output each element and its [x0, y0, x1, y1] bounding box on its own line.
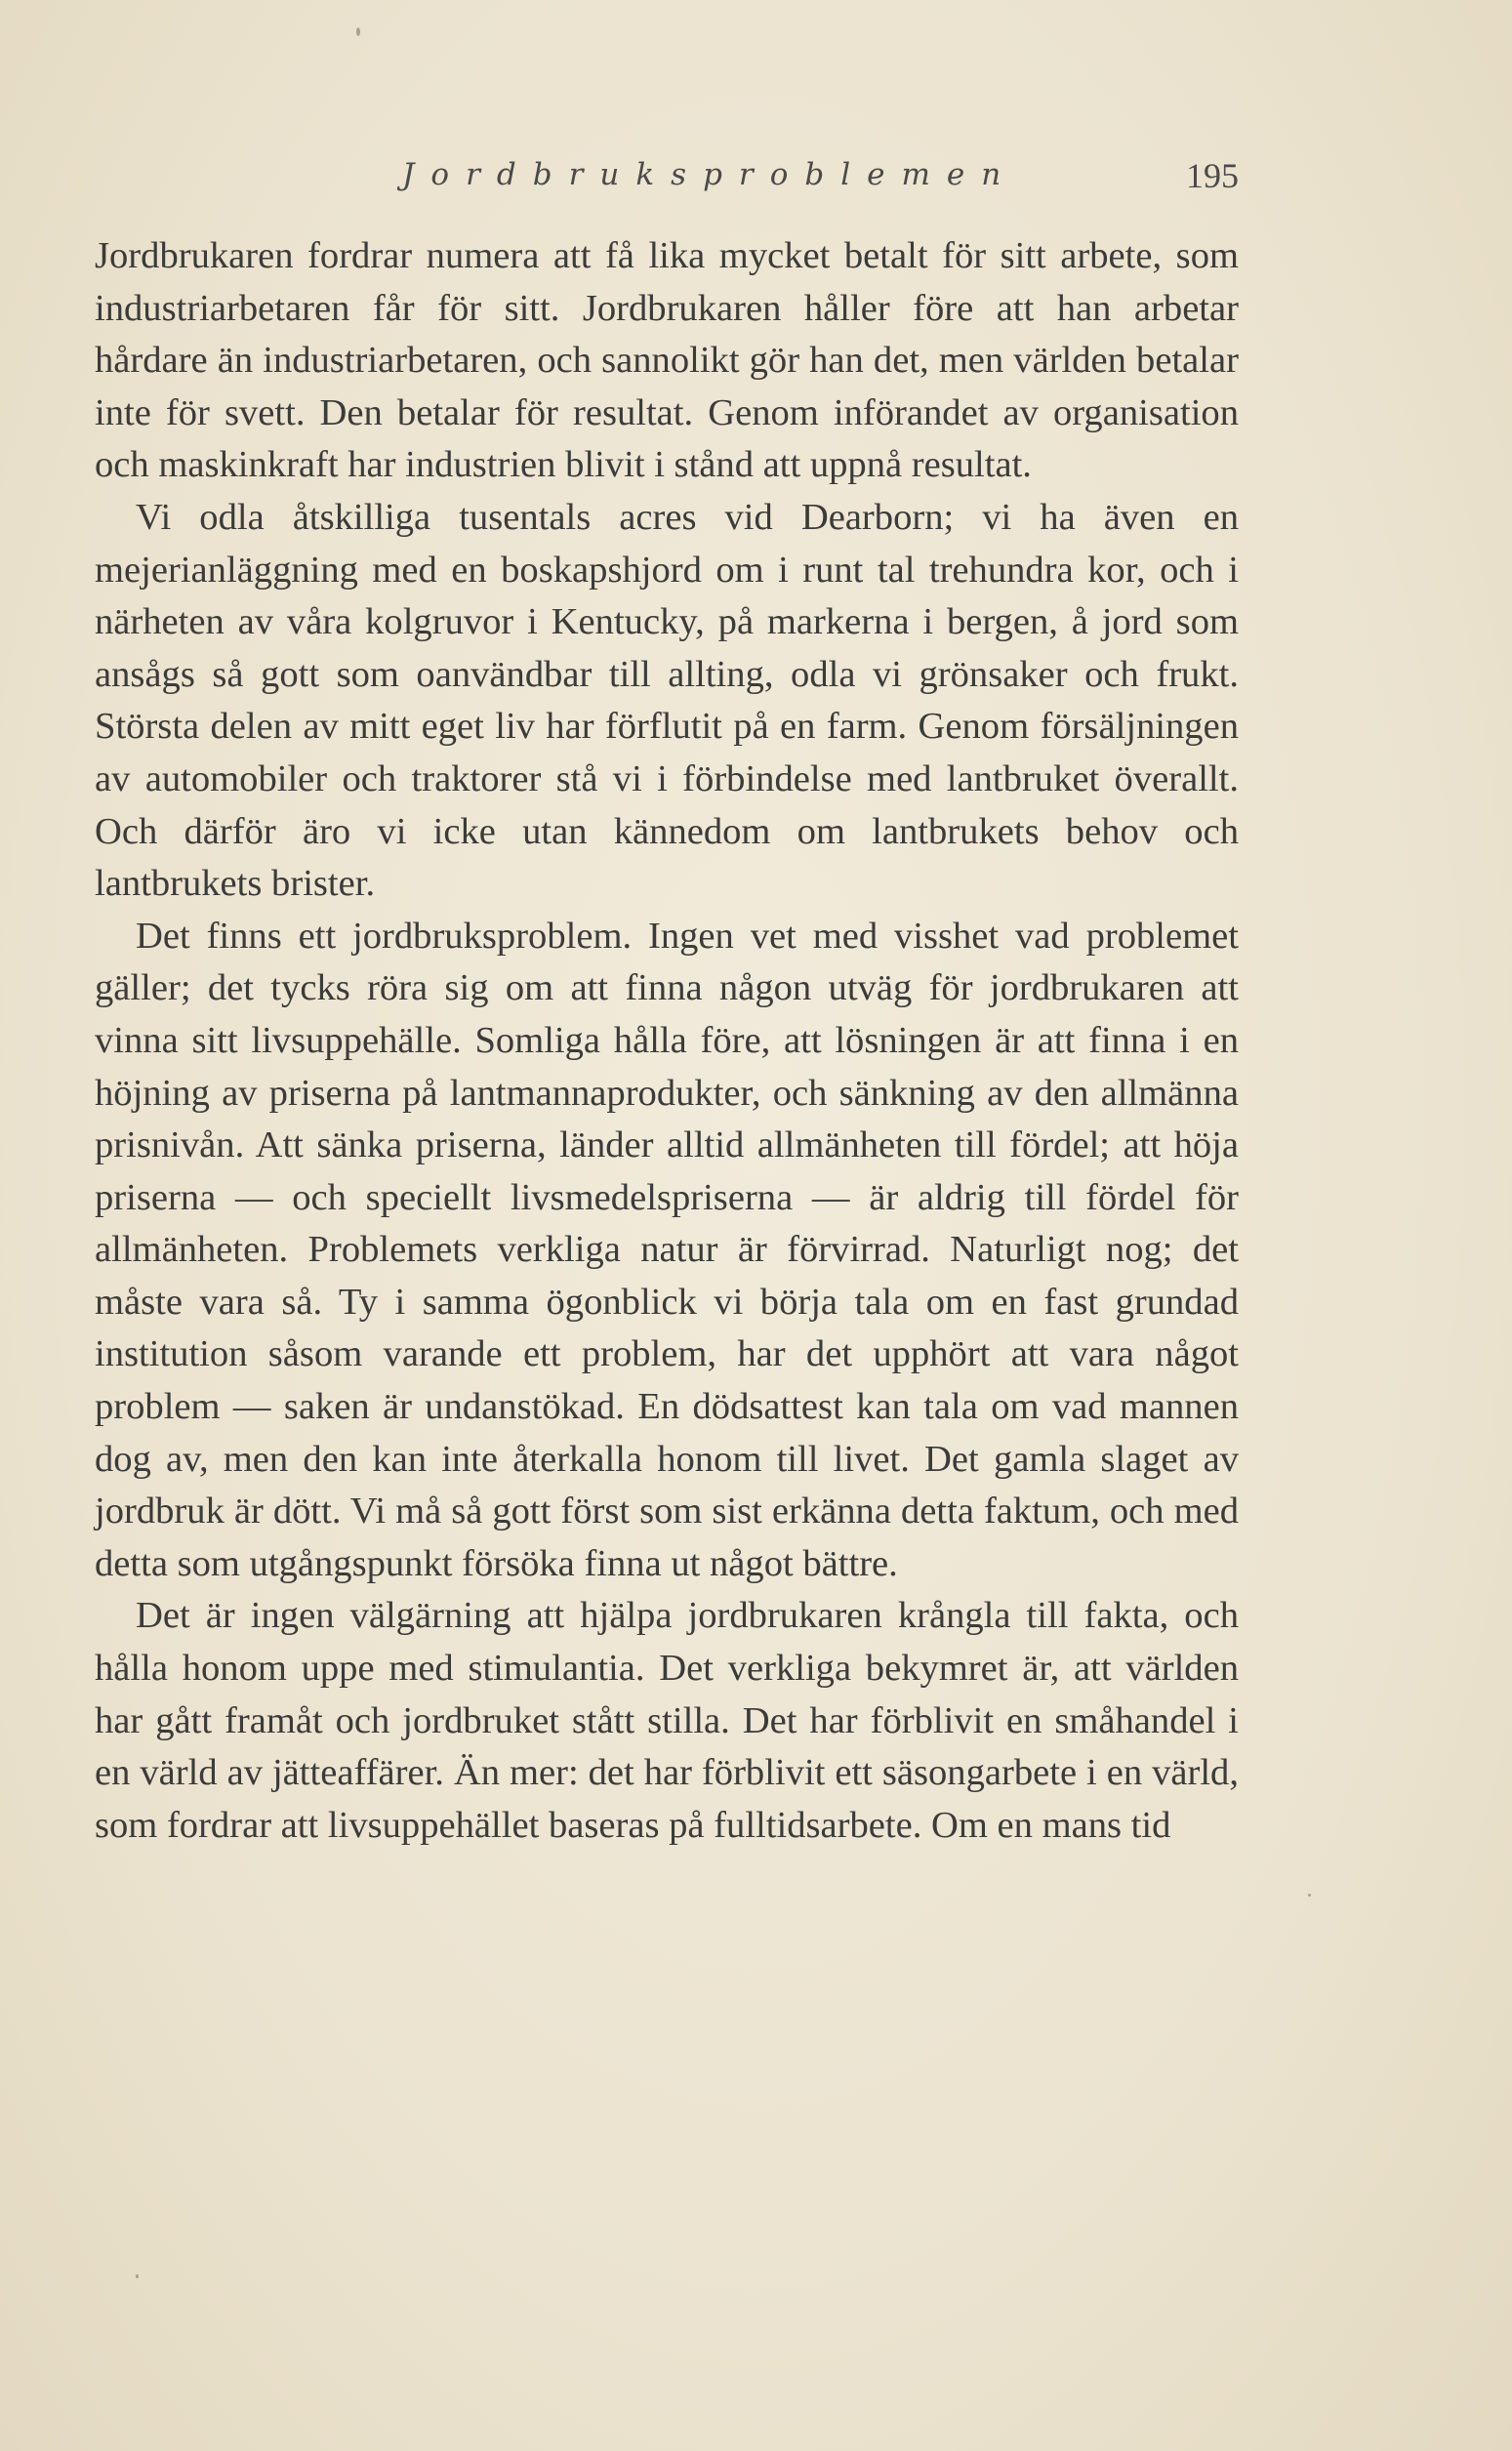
paragraph-2: Vi odla åtskilliga tusentals acres vid Dearborn; vi ha även en mejerianläggning med en boskapshjord om i runt tal trehundra kor, och i närheten av våra kolgruvor i Kentucky, på markerna i bergen, å jord som ansågs så gott som oanvändbar till allting, odla vi grönsaker och frukt. Största delen av mitt eget liv har förflutit på en farm. Genom försäljningen av automobiler och traktorer stå vi i förbindelse med lantbruket överallt. Och därför äro vi icke utan kännedom om lantbrukets behov och lantbrukets brister.	[95, 496, 1239, 905]
paragraph-4: Det är ingen välgärning att hjälpa jordbrukaren krångla till fakta, och hålla honom uppe med stimulantia. Det verkliga bekymret är, att världen har gått framåt och jordbruket stått stilla. Det har förblivit en småhandel i en värld av jätteaffärer. Än mer: det har förblivit ett säsongarbete i en värld, som fordrar att livsuppehället baseras på fulltidsarbete. Om en mans tid	[95, 1595, 1239, 1846]
page-number: 195	[1186, 156, 1239, 195]
paragraph-3: Det finns ett jordbruksproblem. Ingen vet med visshet vad problemet gäller; det tycks röra sig om att finna någon utväg för jordbrukaren att vinna sitt livsuppehälle. Somliga hålla före, att lösningen är att finna i en höjning av priserna på lantmannaprodukter, och sänkning av den allmänna prisnivån. Att sänka priserna, länder alltid allmänheten till fördel; att höja priserna — och speciellt livsmedelspriserna — är aldrig till fördel för allmänheten. Problemets verkliga natur är förvirrad. Naturligt nog; det måste vara så. Ty i samma ögonblick vi börja tala om en fast grundad institution såsom varande ett problem, har det upphört att vara något problem — saken är undanstökad. En dödsattest kan tala om vad mannen dog av, men den kan inte återkalla honom till livet. Det gamla slaget av jordbruk är dött. Vi må så gott först som sist erkänna detta faktum, och med detta som utgångspunkt försöka finna ut något bättre.	[95, 915, 1239, 1584]
body-text	[95, 230, 1239, 1852]
paper-speck	[136, 2274, 139, 2278]
running-title: Jordbruksproblemen	[402, 157, 1018, 192]
paper-speck	[1308, 1894, 1311, 1897]
paper-speck	[356, 27, 360, 36]
running-head	[95, 151, 1239, 200]
paragraph-1: Jordbrukaren fordrar numera att få lika mycket betalt för sitt arbete, som industriarbetaren får för sitt. Jordbrukaren håller före att han arbetar hårdare än industriarbetaren, och sannolikt gör han det, men världen betalar inte för svett. Den betalar för resultat. Genom införandet av organisation och maskinkraft har industrien blivit i stånd att uppnå resultat.	[95, 235, 1239, 486]
